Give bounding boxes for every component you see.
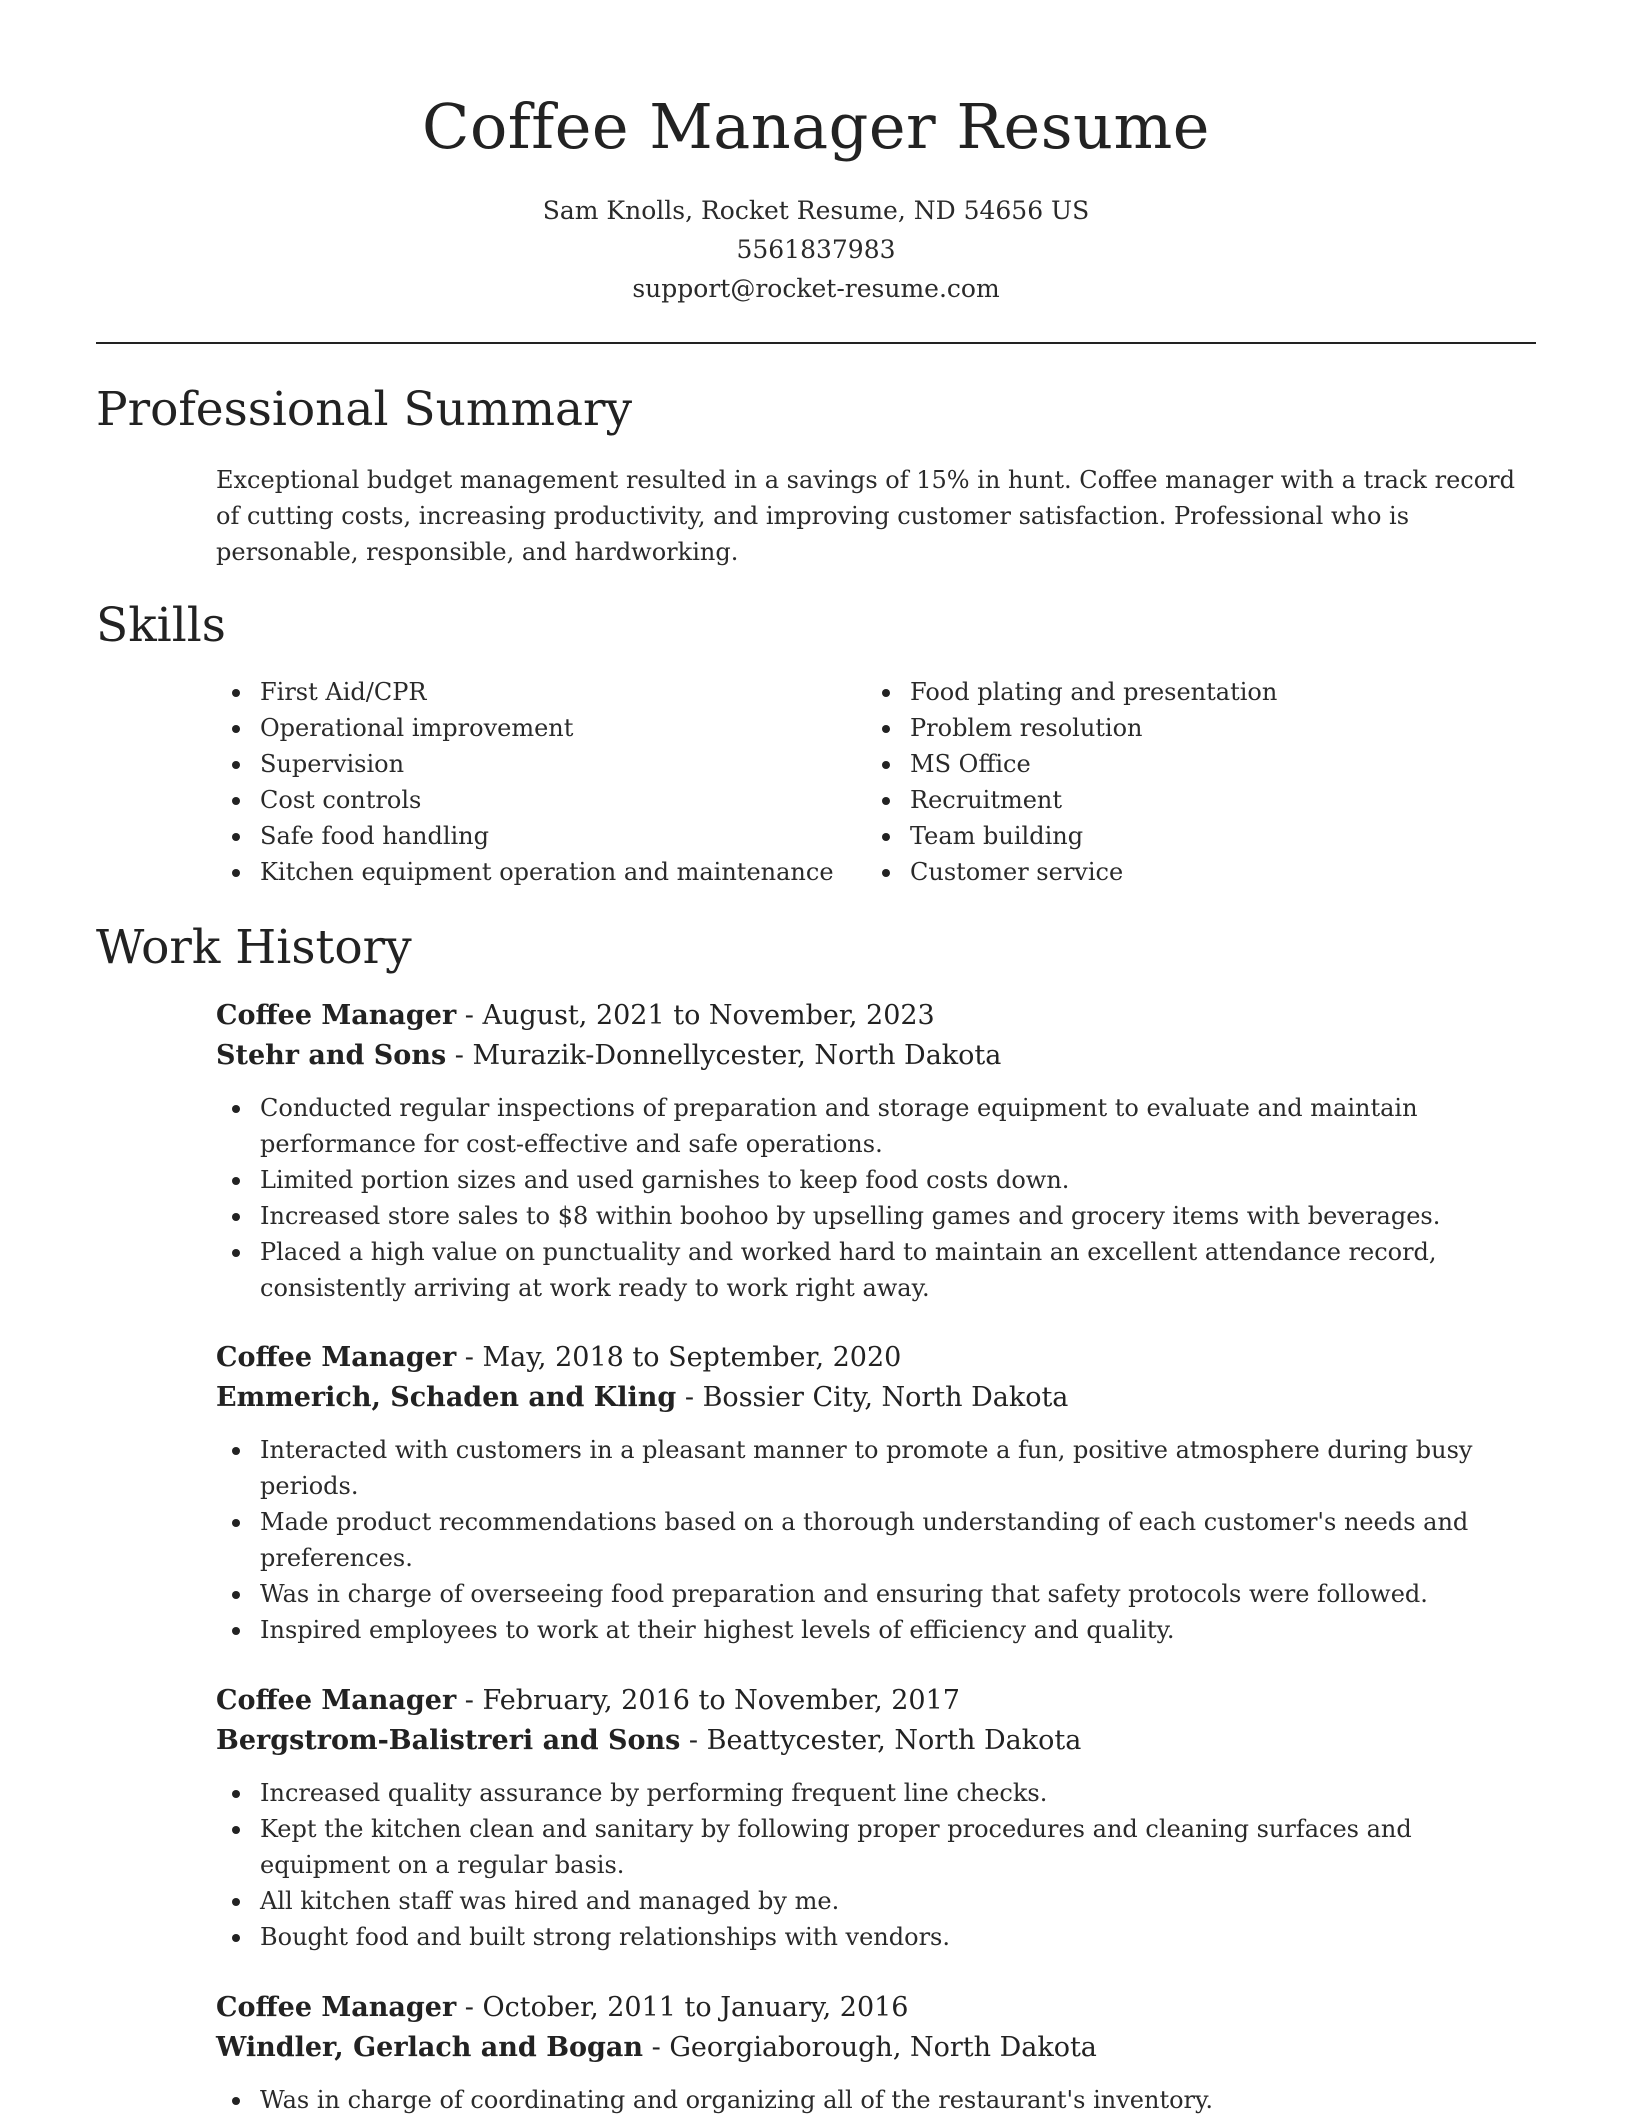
skill-item: Recruitment	[866, 782, 1516, 818]
contact-address: Sam Knolls, Rocket Resume, ND 54656 US	[542, 196, 1090, 225]
job-company: Emmerich, Schaden and Kling	[216, 1382, 677, 1413]
job-bullet: Increased store sales to $8 within boohoo by upselling games and grocery items with beverages.	[216, 1198, 1526, 1234]
summary-text: Exceptional budget management resulted in a savings of 15% in hunt. Coffee manager with a track record of cutting costs, increasing productivity, and improving customer satisfaction. Professional who is personable, responsible, and hardworking.	[216, 466, 1515, 566]
job-role: Coffee Manager	[216, 1685, 457, 1716]
job-location: Murazik-Donnellycester, North Dakota	[472, 1040, 1002, 1071]
separator: -	[676, 1382, 703, 1413]
job-title-line	[216, 1338, 1526, 1378]
header-divider	[96, 342, 1536, 344]
separator: -	[456, 1992, 483, 2023]
job-bullets	[216, 2082, 1526, 2118]
skill-item: Operational improvement	[216, 710, 836, 746]
skills-list-left	[216, 674, 836, 890]
separator: -	[446, 1040, 473, 1071]
job-location: Bossier City, North Dakota	[702, 1382, 1069, 1413]
job-bullet: All kitchen staff was hired and managed by me.	[216, 1883, 1526, 1919]
job-company: Stehr and Sons	[216, 1040, 447, 1071]
skill-item: Food plating and presentation	[866, 674, 1516, 710]
job-bullet: Was in charge of coordinating and organizing all of the restaurant's inventory.	[216, 2082, 1526, 2118]
skill-item: Customer service	[866, 854, 1516, 890]
job-role: Coffee Manager	[216, 1342, 457, 1373]
job-bullet: Made product recommendations based on a thorough understanding of each customer's needs and preferences.	[216, 1504, 1526, 1576]
separator: -	[456, 1342, 483, 1373]
skill-item: Supervision	[216, 746, 836, 782]
job-bullets	[216, 1775, 1526, 1955]
skill-item: Problem resolution	[866, 710, 1516, 746]
skill-item: Safe food handling	[216, 818, 836, 854]
job-role: Coffee Manager	[216, 1000, 457, 1031]
skill-item: Team building	[866, 818, 1516, 854]
separator: -	[680, 1725, 707, 1756]
contact-phone: 5561837983	[736, 235, 896, 264]
job-entry	[216, 996, 1526, 1306]
job-bullet: Kept the kitchen clean and sanitary by following proper procedures and cleaning surfaces and equipment on a regular basis.	[216, 1811, 1526, 1883]
job-location: Georgiaborough, North Dakota	[669, 2032, 1097, 2063]
job-company: Windler, Gerlach and Bogan	[216, 2032, 644, 2063]
skill-item: MS Office	[866, 746, 1516, 782]
resume-title: Coffee Manager Resume	[422, 90, 1210, 163]
job-bullets	[216, 1090, 1526, 1306]
job-company-line	[216, 1378, 1526, 1418]
skill-item: Kitchen equipment operation and maintenance	[216, 854, 836, 890]
job-bullet: Placed a high value on punctuality and worked hard to maintain an excellent attendance record, consistently arriving at work ready to work right away.	[216, 1234, 1526, 1306]
job-title-line	[216, 1681, 1526, 1721]
job-bullet: Conducted regular inspections of preparation and storage equipment to evaluate and maintain performance for cost-effective and safe operations.	[216, 1090, 1526, 1162]
job-bullet: Bought food and built strong relationships with vendors.	[216, 1919, 1526, 1955]
job-bullet: Was in charge of overseeing food preparation and ensuring that safety protocols were followed.	[216, 1576, 1526, 1612]
job-role: Coffee Manager	[216, 1992, 457, 2023]
skills-list-right	[866, 674, 1516, 890]
job-bullet: Interacted with customers in a pleasant manner to promote a fun, positive atmosphere during busy periods.	[216, 1432, 1526, 1504]
separator: -	[643, 2032, 670, 2063]
job-bullet: Increased quality assurance by performing frequent line checks.	[216, 1775, 1526, 1811]
job-dates: February, 2016 to November, 2017	[482, 1685, 960, 1716]
summary-heading: Professional Summary	[96, 382, 633, 437]
job-company-line	[216, 2028, 1526, 2068]
skill-item: Cost controls	[216, 782, 836, 818]
job-bullet: Limited portion sizes and used garnishes to keep food costs down.	[216, 1162, 1526, 1198]
separator: -	[456, 1000, 483, 1031]
skill-item: First Aid/CPR	[216, 674, 836, 710]
job-location: Beattycester, North Dakota	[706, 1725, 1082, 1756]
job-entry	[216, 1338, 1526, 1648]
separator: -	[456, 1685, 483, 1716]
work-history-heading: Work History	[96, 920, 412, 975]
skills-heading: Skills	[96, 598, 226, 653]
job-entry	[216, 1988, 1526, 2118]
job-dates: May, 2018 to September, 2020	[482, 1342, 902, 1373]
job-dates: August, 2021 to November, 2023	[482, 1000, 935, 1031]
job-title-line	[216, 996, 1526, 1036]
job-bullet: Inspired employees to work at their highest levels of efficiency and quality.	[216, 1612, 1526, 1648]
job-title-line	[216, 1988, 1526, 2028]
job-company-line	[216, 1036, 1526, 1076]
contact-email: support@rocket-resume.com	[632, 274, 1000, 303]
job-dates: October, 2011 to January, 2016	[482, 1992, 909, 2023]
contact-block	[0, 191, 1632, 308]
job-bullets	[216, 1432, 1526, 1648]
job-company-line	[216, 1721, 1526, 1761]
job-entry	[216, 1681, 1526, 1955]
job-company: Bergstrom-Balistreri and Sons	[216, 1725, 681, 1756]
